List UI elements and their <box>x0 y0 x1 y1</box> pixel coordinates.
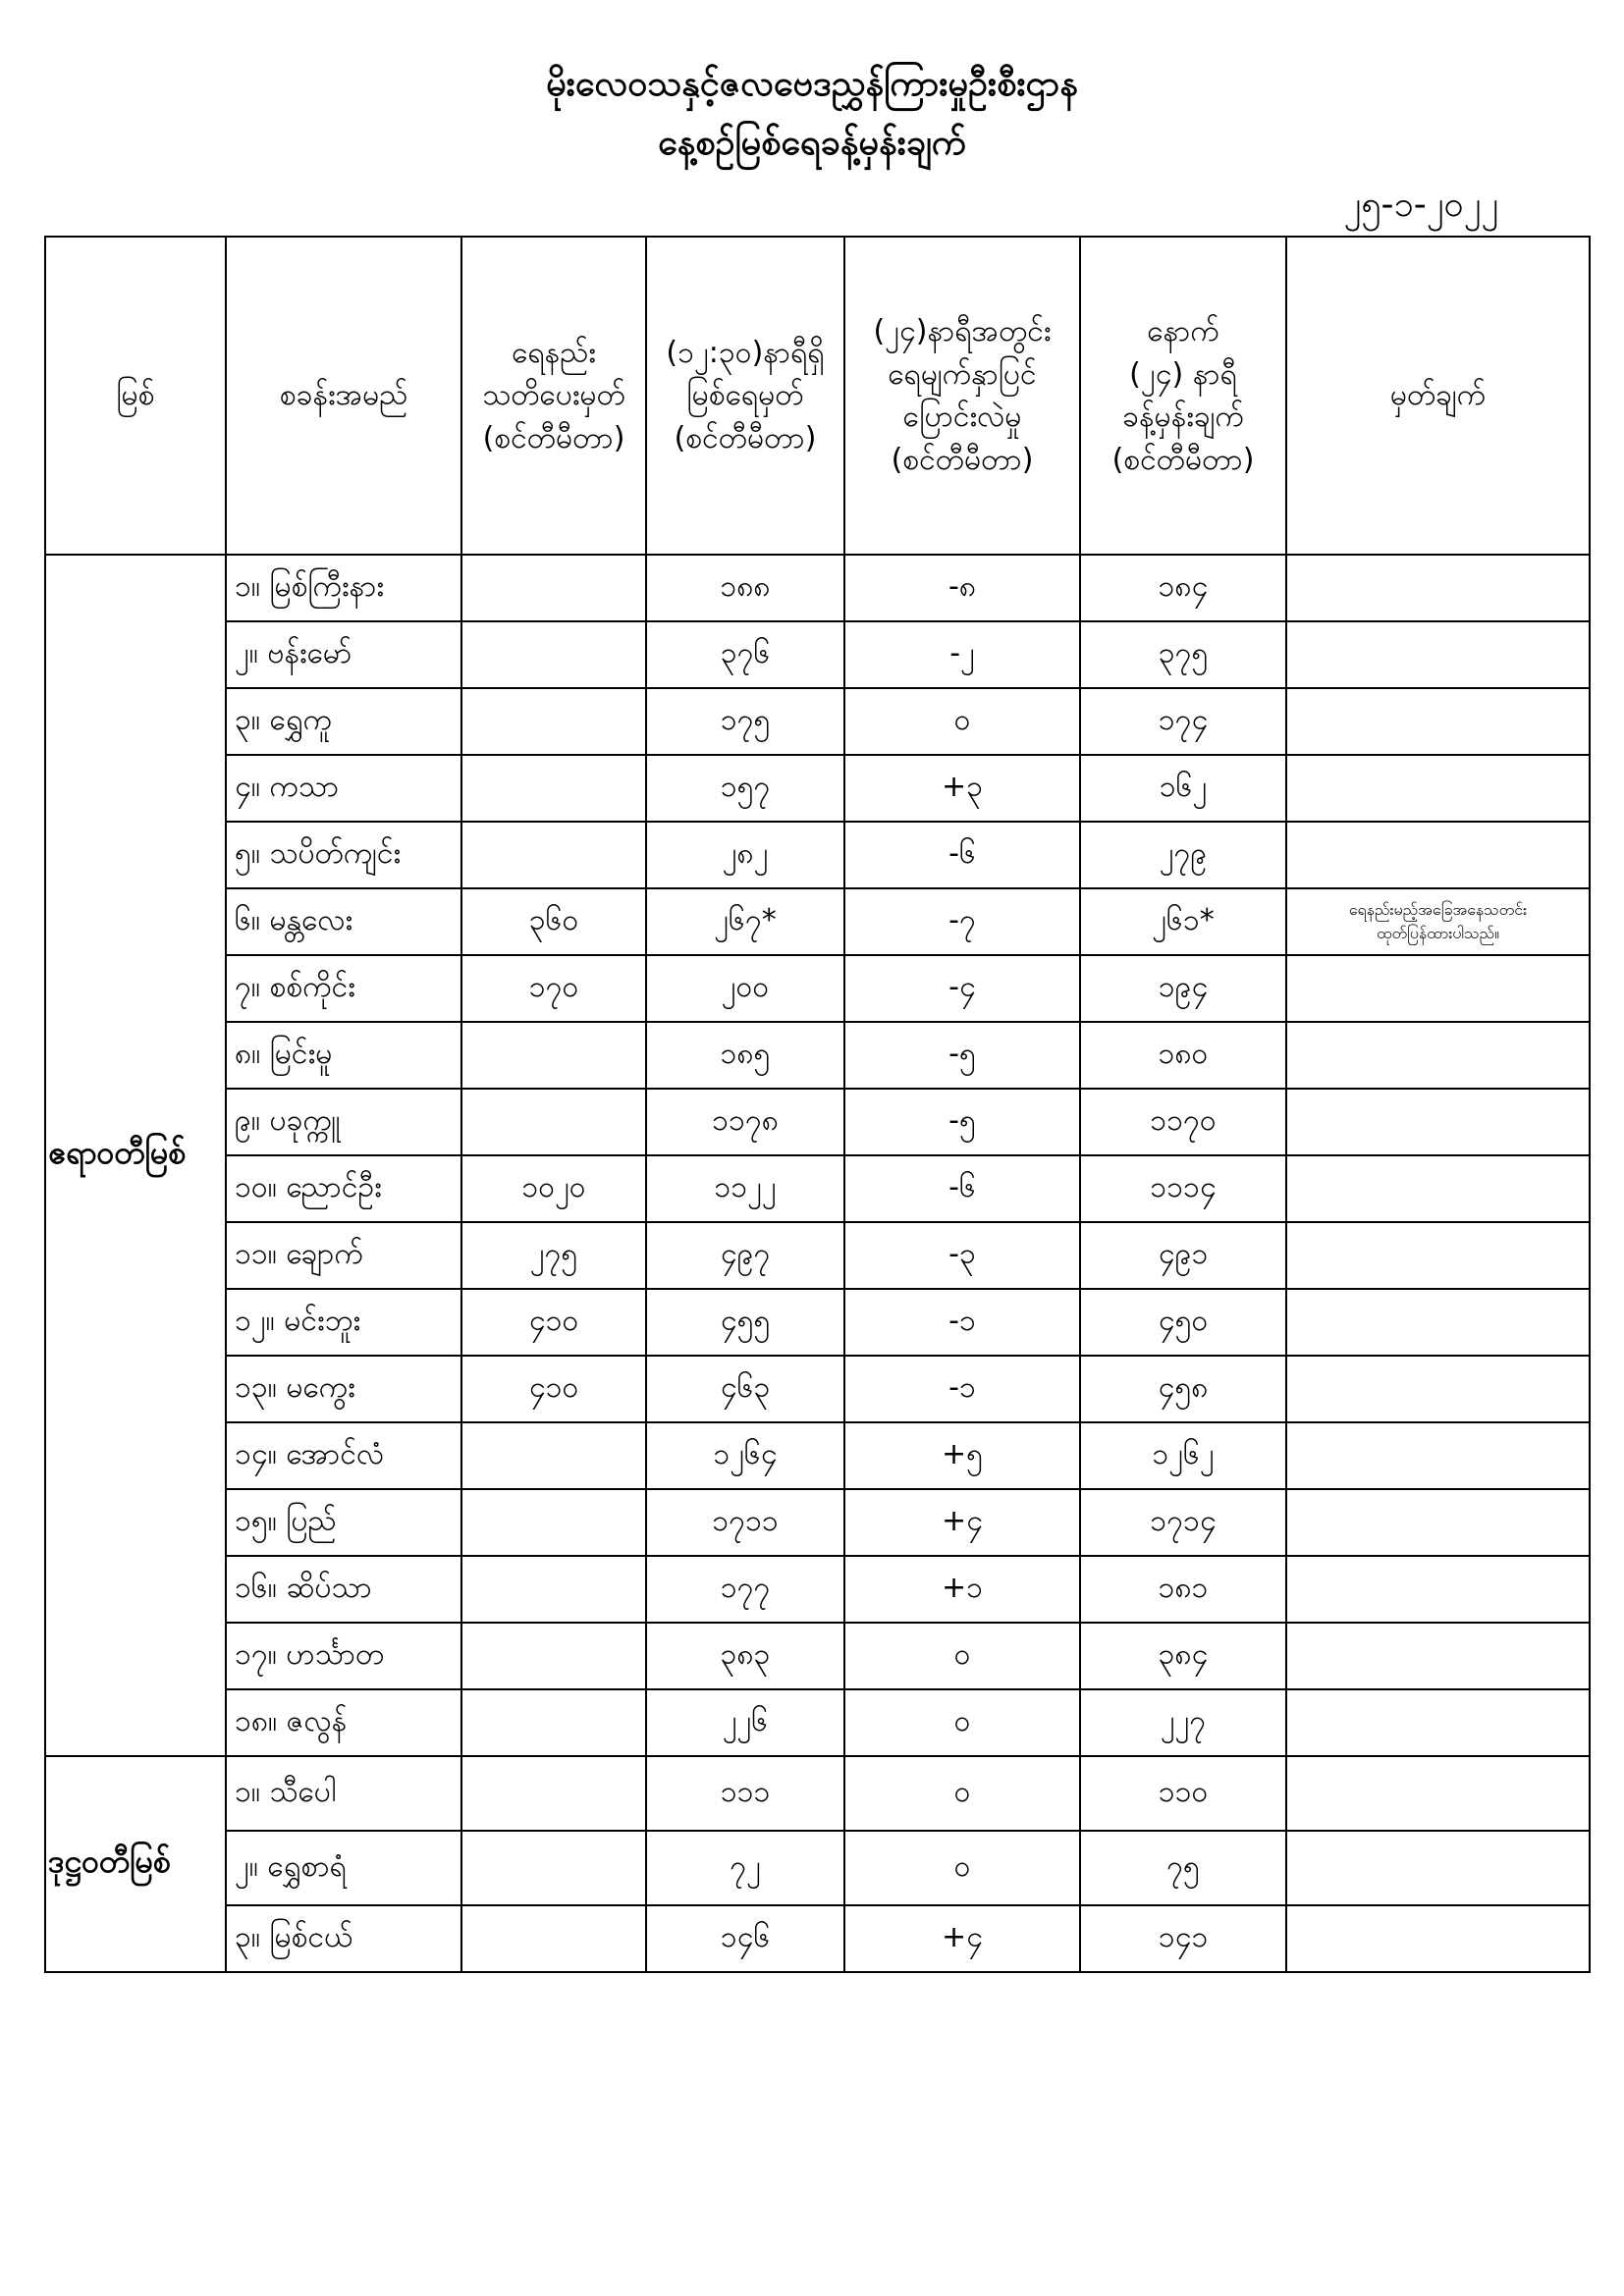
forecast-cell: ၇၅ <box>1080 1831 1286 1905</box>
change-cell: -၅ <box>844 1089 1080 1155</box>
remark-cell <box>1286 955 1590 1022</box>
remark-cell <box>1286 1623 1590 1689</box>
table-row <box>45 555 1590 621</box>
remark-cell <box>1286 621 1590 688</box>
station-name: ၁၁။ ချောက် <box>226 1222 461 1289</box>
table-row <box>45 822 1590 888</box>
remark-cell <box>1286 1155 1590 1222</box>
header-line: (စင်တီမီတာ) <box>482 420 625 455</box>
current-level-cell: ၁၇၇ <box>646 1556 844 1623</box>
forecast-cell: ၃၈၄ <box>1080 1623 1286 1689</box>
table-row <box>45 955 1590 1022</box>
current-level-cell: ၁၈၅ <box>646 1022 844 1089</box>
header-line: နောက် <box>1147 314 1219 348</box>
station-name: ၂။ ရွှေစာရံ <box>226 1831 461 1905</box>
table-row <box>45 1155 1590 1222</box>
danger-level-cell <box>461 1556 646 1623</box>
remark-cell <box>1286 888 1590 955</box>
remark-cell <box>1286 1489 1590 1556</box>
remark-cell <box>1286 1756 1590 1831</box>
header-remarks: မှတ်ချက် <box>1286 237 1590 555</box>
change-cell: -၆ <box>844 1155 1080 1222</box>
danger-level-cell: ၄၁၀ <box>461 1289 646 1356</box>
change-cell: -၁ <box>844 1356 1080 1422</box>
change-cell: -၆ <box>844 822 1080 888</box>
station-name: ၈။ မြင်းမူ <box>226 1022 461 1089</box>
header-line: မြစ်ရေမှတ် <box>686 378 804 413</box>
table-row <box>45 1356 1590 1422</box>
change-cell: -၂ <box>844 621 1080 688</box>
table-row <box>45 1422 1590 1489</box>
danger-level-cell: ၁၇၀ <box>461 955 646 1022</box>
station-name: ၂။ ဗန်းမော် <box>226 621 461 688</box>
table-row <box>45 888 1590 955</box>
station-name: ၃။ ရွှေကူ <box>226 688 461 755</box>
table-row <box>45 1089 1590 1155</box>
header-line: (၂၄)နာရီအတွင်း <box>873 314 1052 348</box>
station-name: ၁၀။ ညောင်ဦး <box>226 1155 461 1222</box>
change-cell: ၀ <box>844 1756 1080 1831</box>
header-line: (စင်တီမီတာ) <box>891 442 1034 477</box>
current-level-cell: ၂၈၂ <box>646 822 844 888</box>
report-date: ၂၅-၁-၂၀၂၂ <box>1343 185 1498 225</box>
remark-line: ထုတ်ပြန်ထားပါသည်။ <box>1377 924 1499 942</box>
station-name: ၁၃။ မကွေး <box>226 1356 461 1422</box>
danger-level-cell <box>461 1623 646 1689</box>
danger-level-cell <box>461 555 646 621</box>
header-danger-level <box>461 237 646 555</box>
forecast-cell: ၂၆၁* <box>1080 888 1286 955</box>
forecast-cell: ၁၂၆၂ <box>1080 1422 1286 1489</box>
station-name: ၁၄။ အောင်လံ <box>226 1422 461 1489</box>
change-cell: -၁ <box>844 1289 1080 1356</box>
forecast-cell: ၁၄၁ <box>1080 1905 1286 1972</box>
station-name: ၆။ မန္တလေး <box>226 888 461 955</box>
current-level-cell: ၄၆၃ <box>646 1356 844 1422</box>
station-name: ၁၅။ ပြည် <box>226 1489 461 1556</box>
table-row <box>45 1489 1590 1556</box>
forecast-cell: ၄၉၁ <box>1080 1222 1286 1289</box>
forecast-cell: ၁၈၀ <box>1080 1022 1286 1089</box>
danger-level-cell <box>461 688 646 755</box>
change-cell: ၀ <box>844 1623 1080 1689</box>
change-cell: +၄ <box>844 1905 1080 1972</box>
current-level-cell: ၁၅၇ <box>646 755 844 822</box>
forecast-cell: ၂၂၇ <box>1080 1689 1286 1756</box>
remark-cell <box>1286 1905 1590 1972</box>
remark-cell <box>1286 1422 1590 1489</box>
table-row <box>45 1905 1590 1972</box>
remark-line: ရေနည်းမည့်အခြေအနေသတင်း <box>1348 900 1528 919</box>
danger-level-cell <box>461 1422 646 1489</box>
department-title: မိုးလေဝသနှင့်ဇလဗေဒညွှန်ကြားမှုဦးစီးဌာန <box>546 64 1078 104</box>
header-line: (စင်တီမီတာ) <box>1111 442 1255 477</box>
forecast-cell: ၁၉၄ <box>1080 955 1286 1022</box>
danger-level-cell <box>461 1022 646 1089</box>
remark-cell <box>1286 1556 1590 1623</box>
header-line: ခန့်မှန်းချက် <box>1122 400 1244 434</box>
current-level-cell: ၃၇၆ <box>646 621 844 688</box>
table-row <box>45 1022 1590 1089</box>
current-level-cell: ၁၈၈ <box>646 555 844 621</box>
remark-cell <box>1286 555 1590 621</box>
station-name: ၅။ သပိတ်ကျင်း <box>226 822 461 888</box>
current-level-cell: ၂၂၆ <box>646 1689 844 1756</box>
current-level-cell: ၁၇၅ <box>646 688 844 755</box>
forecast-cell: ၂၇၉ <box>1080 822 1286 888</box>
current-level-cell: ၁၂၆၄ <box>646 1422 844 1489</box>
change-cell: ၀ <box>844 1831 1080 1905</box>
station-name: ၁။ မြစ်ကြီးနား <box>226 555 461 621</box>
remark-cell <box>1286 1689 1590 1756</box>
table-body <box>45 555 1590 1972</box>
remark-cell <box>1286 1089 1590 1155</box>
change-cell: +၃ <box>844 755 1080 822</box>
header-station: စခန်းအမည် <box>226 237 461 555</box>
report-title: နေ့စဉ်မြစ်ရေခန့်မှန်းချက် <box>658 123 966 163</box>
table-row <box>45 1831 1590 1905</box>
current-level-cell: ၂၆၇* <box>646 888 844 955</box>
river-name: ဧရာဝတီမြစ် <box>45 555 226 1756</box>
station-name: ၇။ စစ်ကိုင်း <box>226 955 461 1022</box>
current-level-cell: ၁၇၁၁ <box>646 1489 844 1556</box>
current-level-cell: ၁၁၂၂ <box>646 1155 844 1222</box>
change-cell: -၄ <box>844 955 1080 1022</box>
change-cell: +၅ <box>844 1422 1080 1489</box>
current-level-cell: ၁၁၁ <box>646 1756 844 1831</box>
station-name: ၁၈။ ဇလွန် <box>226 1689 461 1756</box>
change-cell: +၁ <box>844 1556 1080 1623</box>
header-forecast <box>1080 237 1286 555</box>
table-row <box>45 1756 1590 1831</box>
current-level-cell: ၇၂ <box>646 1831 844 1905</box>
change-cell: ၀ <box>844 688 1080 755</box>
danger-level-cell: ၄၁၀ <box>461 1356 646 1422</box>
forecast-cell: ၁၆၂ <box>1080 755 1286 822</box>
forecast-cell: ၁၁၀ <box>1080 1756 1286 1831</box>
station-name: ၁၆။ ဆိပ်သာ <box>226 1556 461 1623</box>
forecast-cell: ၁၈၁ <box>1080 1556 1286 1623</box>
table-row <box>45 1623 1590 1689</box>
forecast-cell: ၃၇၅ <box>1080 621 1286 688</box>
forecast-cell: ၄၅၈ <box>1080 1356 1286 1422</box>
remark-cell <box>1286 1831 1590 1905</box>
station-name: ၁၇။ ဟင်္သာတ <box>226 1623 461 1689</box>
danger-level-cell: ၁၀၂၀ <box>461 1155 646 1222</box>
forecast-cell: ၁၁၁၄ <box>1080 1155 1286 1222</box>
danger-level-cell: ၂၇၅ <box>461 1222 646 1289</box>
current-level-cell: ၃၈၃ <box>646 1623 844 1689</box>
station-name: ၁၂။ မင်းဘူး <box>226 1289 461 1356</box>
header-current-level <box>646 237 844 555</box>
danger-level-cell <box>461 1089 646 1155</box>
change-cell: -၇ <box>844 888 1080 955</box>
forecast-cell: ၁၇၁၄ <box>1080 1489 1286 1556</box>
remark-cell <box>1286 1289 1590 1356</box>
danger-level-cell <box>461 1489 646 1556</box>
header-line: (၂၄) နာရီ <box>1129 356 1237 392</box>
remark-cell <box>1286 688 1590 755</box>
danger-level-cell <box>461 822 646 888</box>
header-line: (၁၂:၃၀)နာရီရှိ <box>666 335 825 370</box>
table-row <box>45 1689 1590 1756</box>
forecast-cell: ၄၅၀ <box>1080 1289 1286 1356</box>
danger-level-cell <box>461 621 646 688</box>
danger-level-cell: ၃၆၀ <box>461 888 646 955</box>
danger-level-cell <box>461 1831 646 1905</box>
table-row <box>45 688 1590 755</box>
forecast-cell: ၁၇၄ <box>1080 688 1286 755</box>
forecast-cell: ၁၁၇၀ <box>1080 1089 1286 1155</box>
header-river: မြစ် <box>45 237 226 555</box>
danger-level-cell <box>461 755 646 822</box>
station-name: ၁။ သီပေါ <box>226 1756 461 1831</box>
table-header-row <box>45 237 1590 555</box>
header-line: ရေမျက်နှာပြင် <box>888 356 1037 392</box>
header-change-24h <box>844 237 1080 555</box>
danger-level-cell <box>461 1905 646 1972</box>
table-row <box>45 755 1590 822</box>
change-cell: -၃ <box>844 1222 1080 1289</box>
table-row <box>45 1556 1590 1623</box>
remark-cell <box>1286 1022 1590 1089</box>
table-row <box>45 1222 1590 1289</box>
current-level-cell: ၄၅၅ <box>646 1289 844 1356</box>
forecast-cell: ၁၈၄ <box>1080 555 1286 621</box>
current-level-cell: ၂၀၀ <box>646 955 844 1022</box>
river-name: ဒုဋ္ဌဝတီမြစ် <box>45 1756 226 1972</box>
remark-cell <box>1286 1222 1590 1289</box>
remark-cell <box>1286 1356 1590 1422</box>
change-cell: +၄ <box>844 1489 1080 1556</box>
table-row <box>45 1289 1590 1356</box>
table-row <box>45 621 1590 688</box>
change-cell: ၀ <box>844 1689 1080 1756</box>
current-level-cell: ၄၉၇ <box>646 1222 844 1289</box>
danger-level-cell <box>461 1756 646 1831</box>
station-name: ၃။ မြစ်ငယ် <box>226 1905 461 1972</box>
danger-level-cell <box>461 1689 646 1756</box>
remark-cell <box>1286 822 1590 888</box>
header-line: သတိပေးမှတ် <box>482 378 625 413</box>
header-line: ပြောင်းလဲမှု <box>902 400 1022 434</box>
change-cell: -၅ <box>844 1022 1080 1089</box>
header-line: ရေနည်း <box>512 335 596 370</box>
header-line: (စင်တီမီတာ) <box>674 420 817 455</box>
change-cell: -၈ <box>844 555 1080 621</box>
station-name: ၄။ ကသာ <box>226 755 461 822</box>
current-level-cell: ၁၁၇၈ <box>646 1089 844 1155</box>
river-forecast-table <box>44 236 1591 1973</box>
current-level-cell: ၁၄၆ <box>646 1905 844 1972</box>
station-name: ၉။ ပခုက္ကူ <box>226 1089 461 1155</box>
remark-cell <box>1286 755 1590 822</box>
